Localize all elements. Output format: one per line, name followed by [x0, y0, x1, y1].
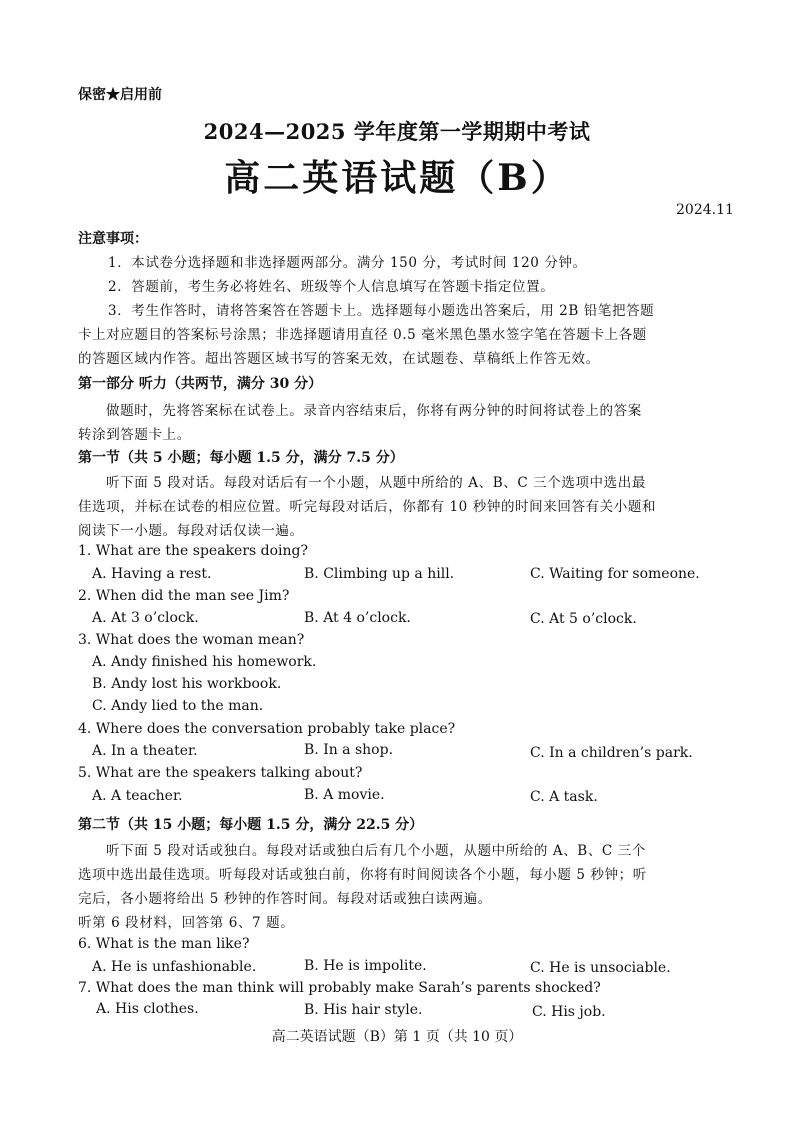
exam-date: 2024.11	[676, 202, 734, 218]
question-5: 5. What are the speakers talking about?	[78, 765, 363, 781]
option-c: C. A task.	[530, 789, 598, 805]
question-3: 3. What does the woman mean?	[78, 632, 305, 648]
section2-heading: 第二节（共 15 小题；每小题 1.5 分，满分 22.5 分）	[78, 817, 424, 833]
option-b: B. At 4 o’clock.	[304, 610, 411, 626]
part1-intro-line: 做题时，先将答案标在试卷上。录音内容结束后，你将有两分钟的时间将试卷上的答案	[106, 403, 642, 419]
section1-intro-line: 佳选项，并标在试卷的相应位置。听完每段对话后，你都有 10 秒钟的时间来回答有关小题和	[78, 499, 657, 515]
option-c: C. At 5 o’clock.	[530, 611, 637, 627]
option-a: A. In a theater.	[92, 743, 198, 759]
notice-line: 1．本试卷分选择题和非选择题两部分。满分 150 分，考试时间 120 分钟。	[108, 255, 587, 271]
option-b: B. His hair style.	[304, 1002, 423, 1018]
question-2: 2. When did the man see Jim?	[78, 588, 290, 604]
option-a: A. At 3 o’clock.	[92, 610, 199, 626]
option-b: B. Andy lost his workbook.	[92, 676, 282, 692]
option-a: A. Having a rest.	[92, 566, 212, 582]
option-c: C. In a children’s park.	[530, 745, 693, 761]
material-note: 听第 6 段材料，回答第 6、7 题。	[78, 915, 295, 931]
question-7: 7. What does the man think will probably make Sarah’s parents shocked?	[78, 980, 601, 996]
notice-heading: 注意事项：	[78, 231, 148, 247]
option-b: B. He is impolite.	[304, 958, 427, 974]
section1-intro-line: 阅读下一小题。每段对话仅读一遍。	[78, 523, 304, 539]
section2-intro-line: 选项中选出最佳选项。听每段对话或独白前，你将有时间阅读各个小题，每小题 5 秒钟；听	[78, 867, 647, 883]
question-1: 1. What are the speakers doing?	[78, 543, 309, 559]
option-c: C. Andy lied to the man.	[92, 698, 264, 714]
option-c: C. His job.	[532, 1004, 606, 1020]
option-a: A. He is unfashionable.	[92, 959, 257, 975]
option-b: B. Climbing up a hill.	[304, 566, 455, 582]
option-b: B. In a shop.	[304, 742, 394, 758]
option-a: A. Andy finished his homework.	[92, 654, 317, 670]
notice-line: 卡上对应题目的答案标号涂黑；非选择题请用直径 0.5 毫米黑色墨水签字笔在答题卡上各题	[78, 327, 647, 343]
question-6: 6. What is the man like?	[78, 936, 250, 952]
option-b: B. A movie.	[304, 787, 385, 803]
option-a: A. A teacher.	[92, 788, 183, 804]
notice-line: 的答题区域内作答。超出答题区域书写的答案无效，在试题卷、草稿纸上作答无效。	[78, 351, 600, 367]
section2-intro-line: 听下面 5 段对话或独白。每段对话或独白后有几个小题，从题中所给的 A、B、C 三个	[106, 843, 646, 859]
part1-intro-line: 转涂到答题卡上。	[78, 427, 191, 443]
confidential-label: 保密★启用前	[78, 87, 162, 103]
question-4: 4. Where does the conversation probably take place?	[78, 721, 456, 737]
exam-title: 2024—2025 学年度第一学期期中考试	[203, 119, 591, 144]
part1-heading: 第一部分 听力（共两节，满分 30 分）	[78, 376, 323, 392]
section1-intro-line: 听下面 5 段对话。每段对话后有一个小题，从题中所给的 A、B、C 三个选项中选出最	[106, 475, 646, 491]
section2-intro-line: 完后，各小题将给出 5 秒钟的作答时间。每段对话或独白读两遍。	[78, 891, 492, 907]
option-c: C. Waiting for someone.	[530, 566, 700, 582]
paper-title: 高二英语试题（B）	[224, 157, 570, 199]
option-c: C. He is unsociable.	[530, 960, 671, 976]
option-a: A. His clothes.	[96, 1001, 199, 1017]
notice-line: 2．答题前，考生务必将姓名、班级等个人信息填写在答题卡指定位置。	[108, 279, 555, 295]
notice-line: 3．考生作答时，请将答案答在答题卡上。选择题每小题选出答案后，用 2B 铅笔把答题	[108, 303, 655, 319]
section1-heading: 第一节（共 5 小题；每小题 1.5 分，满分 7.5 分）	[78, 450, 404, 466]
page-footer: 高二英语试题（B）第 1 页（共 10 页）	[271, 1029, 523, 1045]
